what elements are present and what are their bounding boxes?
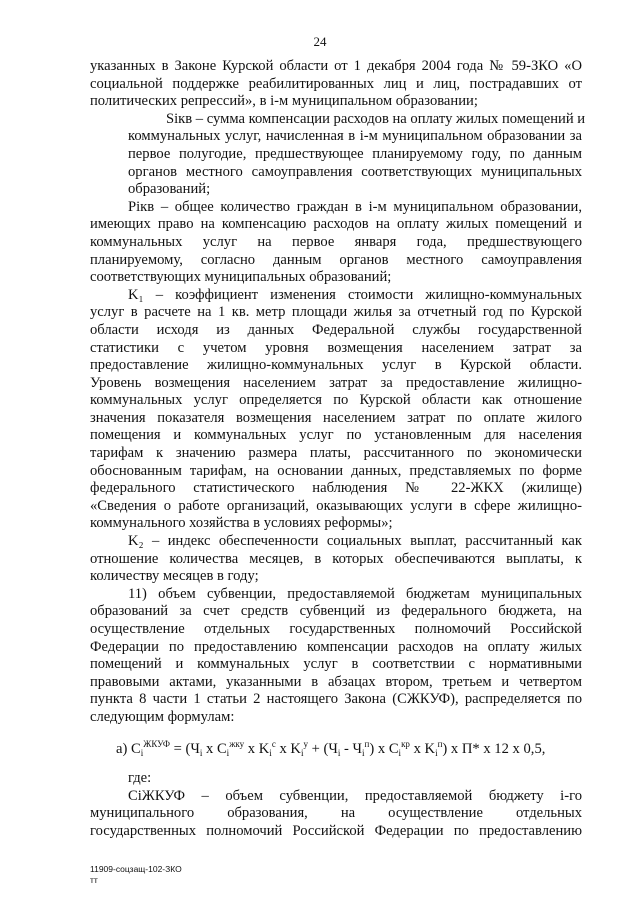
text-line: 11) объем субвенции, предоставляемой бюджетам муниципальных [128,585,582,602]
where-label [90,770,582,788]
text-line: отношение количества месяцев, в которых обеспечиваются выплаты, к [90,550,582,567]
text-line: следующим формулам: [90,708,235,725]
formula-sub: i [226,747,230,758]
formula-sub: i [362,747,365,758]
text-line: помещений и коммунальных услуг в соответствии с нормативными [90,656,582,673]
text-line: области исходя из данных Федеральной службы государственной [90,321,582,338]
text-line: указанных в Законе Курской области от 1 декабря 2004 года № 59-ЗКО «О [90,58,582,74]
text-line: осуществление отдельных государственных полномочий Российской [90,621,582,637]
text-line: социальной поддержке реабилитированных лиц и лиц, пострадавших от [90,75,582,92]
footer-initials: тт [90,875,98,885]
text-line: коммунальных услуг, начисленная в i-м муниципальном образовании за [128,128,582,145]
text-line: пункта 8 части 1 статьи 2 настоящего Закона (СЖКУФ), распределяется по [90,691,582,708]
formula-sub: i [435,747,438,758]
text-line: образований за счет средств субвенций из федерального бюджета, на [90,603,582,620]
formula-part: x K [275,740,301,757]
paragraph-sikv-definition [90,110,586,199]
formula-part: x K [244,740,270,757]
formula-part: - Ч [340,740,363,757]
text-line: коммунальных услуг на первое января года, предшествующего [90,233,582,250]
footer-code: 11909-соцзащ-102-ЗКО [90,864,182,874]
formula-sup: кр [401,738,410,749]
formula-sup: п [364,738,370,749]
paragraph-cizhkuf-definition [90,788,582,841]
text-line: муниципального образования, на осуществление отдельных [90,805,582,822]
text-line: государственных полномочий Российской Федерации по предоставлению [90,822,582,839]
formula-sub: i [140,747,144,758]
formula-sub: i [337,747,341,758]
formula-part: x K [409,740,436,757]
text-line: коммунального хозяйства в условиях реформы»; [90,515,393,532]
text-line: органов местного самоуправления соответствующих муниципальных [128,163,582,180]
text-line: Piкв – общее количество граждан в i-м муниципальном образовании, [128,198,582,215]
formula-a [90,738,582,759]
text-line: значения показателя возмещения населением затрат по оплате жилого [90,409,582,426]
formula-sup: ЖКУФ [143,738,170,749]
text-line: образований; [128,181,211,198]
page-number: 24 [313,34,327,49]
document-body [90,58,586,841]
paragraph-pikv-definition [90,199,582,287]
text-line: K₂ – индекс обеспеченности социальных выплат, рассчитанный как [128,533,582,550]
text-line: имеющих право на компенсацию расходов на оплату жилых помещений и [90,216,582,233]
formula-sup: п [437,738,443,749]
paragraph-item-11 [90,586,582,727]
formula-sup: жку [229,738,245,749]
text-line: обоснованным тарифам, на основании данных, представляемых по форме [90,462,582,479]
text-line: статистики с учетом уровня возмещения населением затрат за [90,339,582,356]
paragraph-law-reference [90,58,582,111]
formula-part: ) x П* x 12 x 0,5, [442,740,546,757]
text-line: Уровень возмещения населением затрат за предоставление жилищно- [90,374,582,391]
formula-sub: i [398,747,402,758]
text-line: Siкв – сумма компенсации расходов на оплату жилых помещений и [166,110,586,127]
where-text: где: [128,770,152,787]
formula-sup: у [303,738,308,749]
formula-part: ) x C [369,740,399,757]
text-line: услуг в расчете на 1 кв. метр площади жилья за отчетный год по Курской [90,304,582,321]
text-line: правовыми актами, указанными в абзацах втором, третьем и четвертом [90,673,582,690]
text-line: федерального статистического наблюдения № 22-ЖКХ (жилище) [90,480,582,497]
paragraph-k1-definition [90,287,582,533]
text-line: количеству месяцев в году; [90,568,259,585]
formula-sub: i [199,747,203,758]
text-line: планируемому, согласно данным органов местного самоуправления [90,251,582,268]
text-line: «Сведения о работе организаций, оказывающих услуги в сфере жилищно- [90,497,582,514]
formula-part: а) C [116,740,141,757]
formula-sup: с [271,738,276,749]
text-line: тарифам к значению размера платы, рассчитанного по экономически [90,445,582,462]
text-line: первое полугодие, предшествующее планируемому году, по данным [128,145,582,162]
text-line: помещения и коммунальных услуг по установленным для населения [90,427,582,444]
text-line: коммунальных услуг определяется по Курской области как отношение [90,392,582,409]
formula-sub: i [269,747,272,758]
formula-part: x C [202,740,227,757]
formula-sub: i [300,747,304,758]
text-line: CiЖКУФ – объем субвенции, предоставляемой бюджету i-го [128,787,582,804]
text-line: соответствующих муниципальных образований; [90,269,392,286]
formula-part: = (Ч [169,740,200,757]
text-line: политических репрессий», в i-м муниципальном образовании; [90,93,478,110]
text-line: Федерации по предоставлению компенсации расходов на оплату жилых [90,638,582,655]
formula-part: + (Ч [307,740,338,757]
paragraph-k2-definition [90,533,582,586]
text-line: K₁ – коэффициент изменения стоимости жилищно-коммунальных [128,286,582,303]
text-line: предоставление жилищно-коммунальных услуг в Курской области. [90,357,582,374]
document-footer [90,864,182,886]
